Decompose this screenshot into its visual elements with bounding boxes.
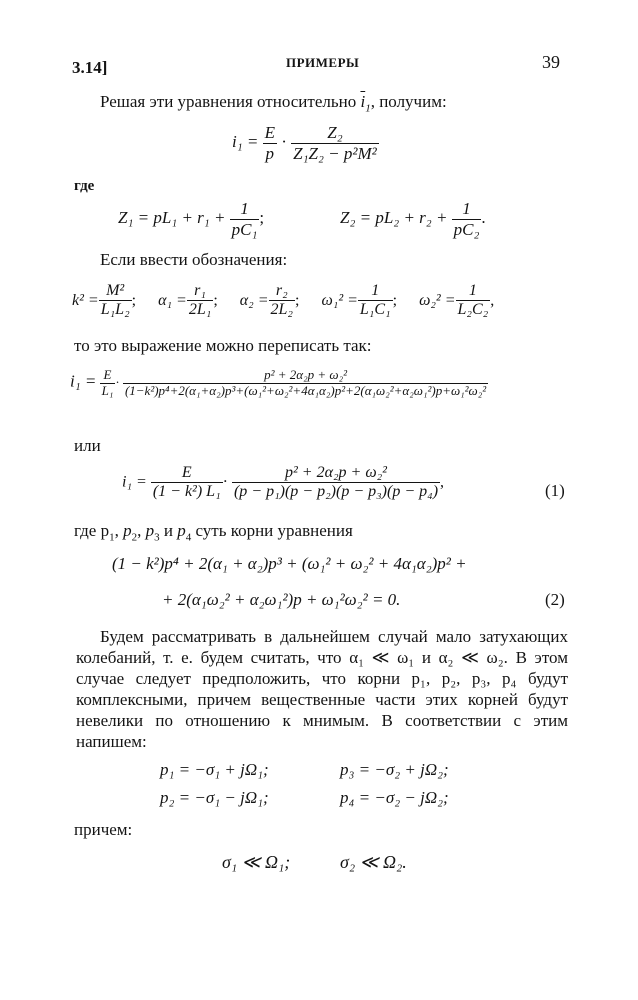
def-a1: α₁ = $\frac{\text{r₁}}{\text{2L₁}}$ ;: [158, 282, 218, 319]
equation-p1: p₁ = −σ₁ + jΩ₁;: [160, 760, 269, 779]
eq-z2-den: pC₂: [453, 219, 480, 239]
text-or: или: [74, 436, 101, 455]
definitions-row: [72, 282, 494, 320]
eq-long-frac-e: $\frac{E}{\text{L₁}}$: [101, 367, 114, 398]
eq-z1-den: pC₁: [231, 219, 258, 239]
eq-z2-num: 1: [452, 199, 482, 220]
page-number: 39: [542, 52, 560, 72]
text-solving: [100, 92, 447, 114]
eq1-lhs: i₁ =: [122, 473, 147, 491]
equation-s2: σ₂ ≪ Ω₂.: [340, 852, 407, 872]
def-k2: k² = $\frac{\text{M²}}{\text{L₁L₂}}$ ;: [72, 282, 137, 319]
eq1-frac-e: $\frac{E}{\text{(1 − k²) L₁}}$: [152, 464, 221, 501]
eq-i1-frac-p: p: [265, 143, 275, 163]
equation-2-line-2: + 2(α₁ω₂² + α₂ω₁²)p + ω₁²ω₂² = 0.: [162, 590, 401, 609]
def-w2: ω₂² = $\frac{1}{\text{L₂C₂}}$ ,: [419, 282, 495, 319]
eq1-number: (1): [545, 481, 565, 500]
var-i-sub: 1: [365, 102, 371, 115]
eq-long-num: p² + 2α₂p + ω₂²: [123, 368, 488, 384]
text-where-1: где: [74, 178, 95, 194]
paragraph-damping: Будем рассматривать в дальнейшем случай мало затухающих колебаний, т. е. будем считать, что α₁ ≪ ω₁ и α₂ ≪ ω₂. В этом случае следует предположить, что корни p₁, p₂, p₃, p₄ будут комплексными, причем вещественные части этих корней будут невелики по отношению к мнимым. В соответствии с этим напишем:: [76, 627, 568, 751]
equation-p4: p₄ = −σ₂ − jΩ₂;: [340, 788, 449, 807]
section-number: 3.14]: [72, 58, 108, 77]
def-a2: α₂ = $\frac{\text{r₂}}{\text{2L₂}}$ ;: [239, 282, 300, 319]
text-if-introduce: Если ввести обозначения:: [100, 250, 288, 269]
eq-long-frac: [123, 368, 488, 399]
equation-s1: σ₁ ≪ Ω₁;: [222, 852, 291, 872]
eq-i1-frac-z-num: Z₂: [291, 123, 379, 144]
text-moreover: причем:: [74, 820, 133, 839]
text-roots: где $p_1$, $p_2$, $p_3$ и $p_4$ суть корни уравнения: [74, 521, 353, 544]
eq-i1-frac-z-den: Z₁Z₂ − p²M²: [293, 143, 377, 163]
eq2-number: (2): [545, 590, 565, 609]
eq-i1-frac-e-p: [263, 123, 277, 163]
eq-long-lhs: i₁ =: [70, 371, 97, 391]
equation-p3: p₃ = −σ₂ + jΩ₂;: [340, 760, 449, 779]
eq-z1-frac: [230, 199, 260, 239]
eq-z2-frac: [452, 199, 482, 239]
var-i: $\overline{i}$: [360, 92, 366, 111]
eq-i1-frac-z: [291, 123, 379, 163]
equation-1: i₁ = $\frac{E}{\text{(1 − k²) L₁}}$ · $\frac{\text{p² + 2α₂p + ω₂²}}{\text{(p − p₁)(p − p₂)(p − p₃)(p − p₄)}}$ ,: [122, 464, 445, 501]
eq-i1-frac-e: E: [264, 123, 275, 142]
def-w1: ω₁² = $\frac{1}{\text{L₁C₁}}$ ;: [321, 282, 398, 319]
text-rewrite: то это выражение можно переписать так:: [74, 336, 372, 355]
equation-i1: i₁ = $\frac{E}{p}$ · $\frac{\text{Z₂}}{\text{Z₁Z₂ − p²M²}}$: [232, 123, 377, 163]
equation-p2: p₂ = −σ₁ − jΩ₁;: [160, 788, 269, 807]
eq-i1-lhs: i₁ =: [232, 131, 259, 151]
eq-z1-num: 1: [230, 199, 260, 220]
running-title: ПРИМЕРЫ: [286, 55, 360, 70]
equation-long: i₁ = $\frac{E}{\text{L₁}}$ · $\frac{\text{p² + 2α₂p + ω₂²}}{\text{(1−k²)p⁴+2(α₁+α₂)p³+(ω₁²+ω₂²+4α₁α₂)p²+2(α₁ω₂²+α₂ω₁²)p+ω₁²ω₂²}}$: [70, 367, 487, 398]
eq1-frac-p: $\frac{\text{p² + 2α₂p + ω₂²}}{\text{(p − p₁)(p − p₂)(p − p₃)(p − p₄)}}$: [233, 464, 439, 501]
equation-z1: Z₁ = pL₁ + r₁ + $\frac{1}{\text{pC₁}}$ ;: [118, 199, 265, 239]
text-solving-main: Решая эти уравнения относительно: [100, 92, 357, 111]
equation-z2: Z₂ = pL₂ + r₂ + $\frac{1}{\text{pC₂}}$ .: [340, 199, 486, 239]
eq-z1-text: Z₁ = pL₁ + r₁ +: [118, 207, 226, 227]
text-solving-tail: , получим:: [370, 92, 447, 111]
eq-z2-text: Z₂ = pL₂ + r₂ +: [340, 207, 448, 227]
eq-long-den: (1−k²)p⁴+2(α₁+α₂)p³+(ω₁²+ω₂²+4α₁α₂)p²+2(α₁ω₂²+α₂ω₁²)p+ω₁²ω₂²: [124, 382, 487, 398]
equation-2-line-1: (1 − k²)p⁴ + 2(α₁ + α₂)p³ + (ω₁² + ω₂² + 4α₁α₂)p² +: [112, 554, 467, 573]
